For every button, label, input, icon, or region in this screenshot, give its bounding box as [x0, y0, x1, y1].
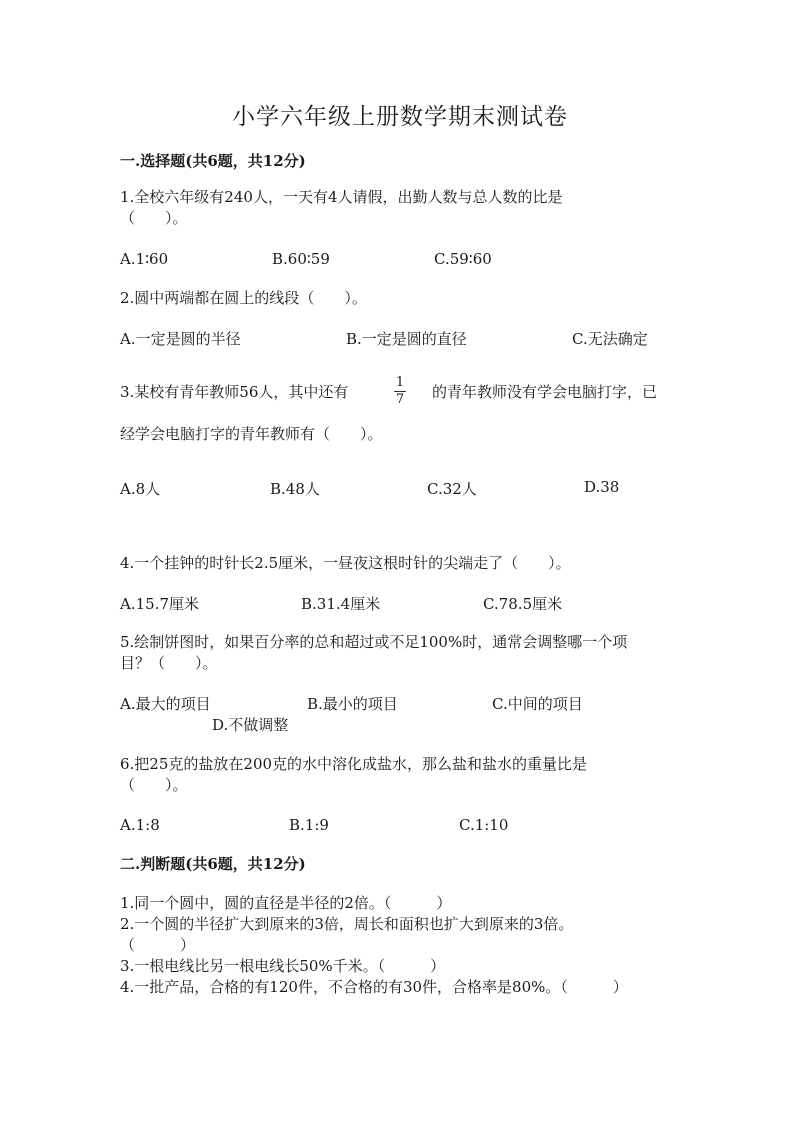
question-2-option-a: A.一定是圆的半径 — [120, 330, 241, 348]
question-1-blank: （ ）。 — [120, 209, 188, 227]
question-3-option-b: B.48人 — [270, 480, 320, 498]
question-5-option-b: B.最小的项目 — [307, 695, 398, 713]
question-3-text-part2: 的青年教师没有学会电脑打字，已 — [432, 383, 658, 401]
question-5-option-d: D.不做调整 — [212, 716, 289, 734]
question-6-option-b: B.1:9 — [289, 816, 329, 834]
question-2-option-c: C.无法确定 — [572, 330, 648, 348]
question-3-option-c: C.32人 — [427, 480, 477, 498]
question-5-text-line2: 目？（ ）。 — [120, 654, 218, 672]
question-1-option-b: B.60∶59 — [272, 250, 330, 268]
question-6-option-a: A.1:8 — [120, 816, 160, 834]
judgment-item-2: 2.一个圆的半径扩大到原来的3倍，周长和面积也扩大到原来的3倍。 — [120, 915, 574, 933]
question-6-text: 6.把25克的盐放在200克的水中溶化成盐水，那么盐和盐水的重量比是 — [120, 755, 588, 773]
question-1-text: 1.全校六年级有240人，一天有4人请假，出勤人数与总人数的比是 — [120, 188, 563, 206]
question-5-option-a: A.最大的项目 — [120, 695, 211, 713]
question-3-fraction — [392, 376, 408, 407]
fraction-numerator: 1 — [395, 375, 405, 390]
question-3-text-part1: 3.某校有青年教师56人，其中还有 — [120, 383, 349, 401]
fraction-denominator: 7 — [395, 392, 405, 407]
question-1-option-a: A.1∶60 — [120, 250, 169, 268]
question-4-text: 4.一个挂钟的时针长2.5厘米，一昼夜这根时针的尖端走了（ ）。 — [120, 554, 571, 572]
question-4-option-b: B.31.4厘米 — [301, 595, 381, 613]
question-6-option-c: C.1:10 — [459, 816, 509, 834]
judgment-item-3: 3.一根电线比另一根电线长50%千米。（ ） — [120, 957, 446, 975]
question-2-text: 2.圆中两端都在圆上的线段（ ）。 — [120, 289, 367, 307]
question-5-option-c: C.中间的项目 — [492, 695, 583, 713]
page-title: 小学六年级上册数学期末测试卷 — [232, 104, 568, 130]
question-6-text-line2: （ ）。 — [120, 776, 188, 794]
section-heading-judgment: 二.判断题(共6题，共12分) — [120, 855, 306, 873]
judgment-item-4: 4.一批产品，合格的有120件，不合格的有30件，合格率是80%。（ ） — [120, 978, 628, 996]
question-3-option-a: A.8人 — [120, 480, 161, 498]
question-3-option-d: D.38 — [584, 478, 620, 496]
question-1-option-c: C.59∶60 — [434, 250, 492, 268]
judgment-item-2-blank: （ ） — [120, 936, 196, 954]
section-heading-choice: 一.选择题(共6题，共12分) — [120, 152, 306, 170]
question-4-option-a: A.15.7厘米 — [120, 595, 199, 613]
question-4-option-c: C.78.5厘米 — [483, 595, 563, 613]
question-2-option-b: B.一定是圆的直径 — [346, 330, 467, 348]
question-5-text: 5.绘制饼图时，如果百分率的总和超过或不足100%时，通常会调整哪一个项 — [120, 633, 628, 651]
judgment-item-1: 1.同一个圆中，圆的直径是半径的2倍。（ ） — [120, 894, 452, 912]
question-3-text-line2: 经学会电脑打字的青年教师有（ ）。 — [120, 425, 383, 443]
